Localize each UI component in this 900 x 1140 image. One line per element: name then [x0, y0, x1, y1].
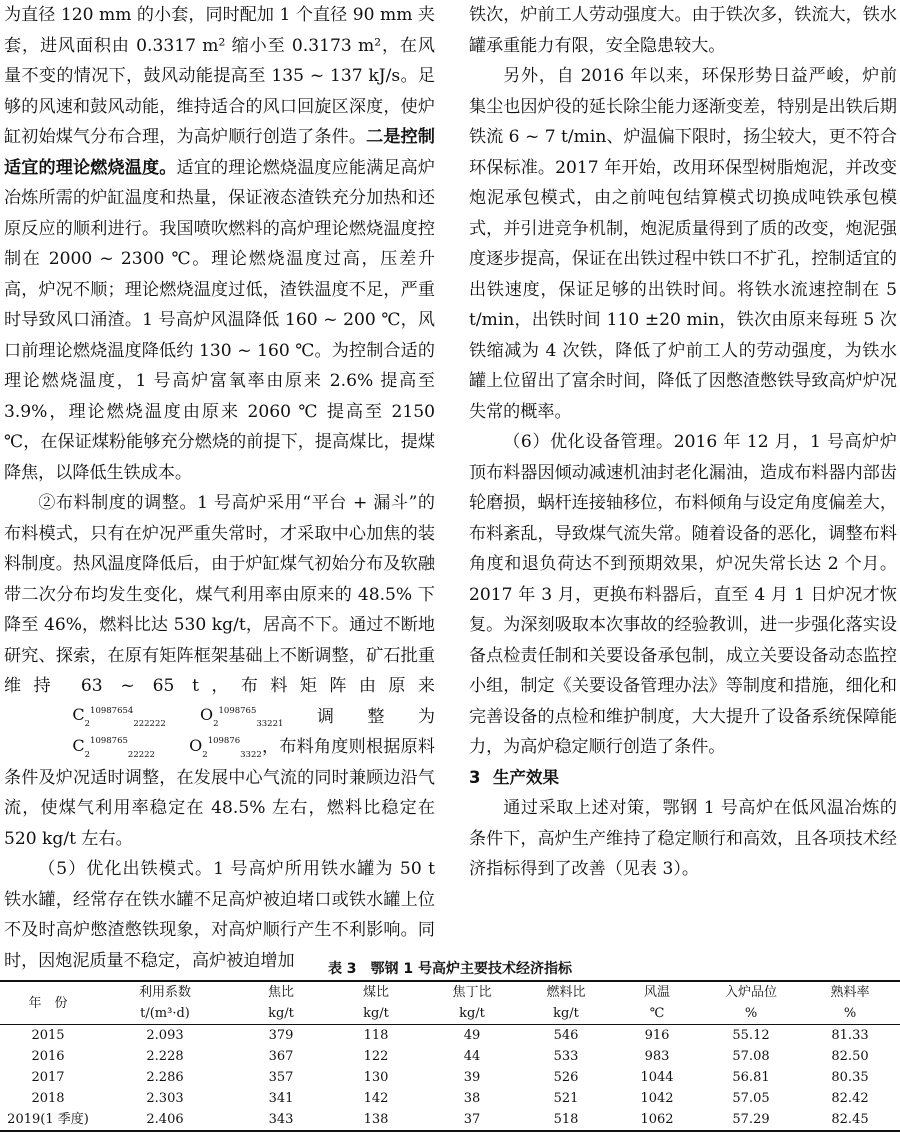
value-cell: 2.228 — [146, 1049, 184, 1064]
value-cell: 341 — [268, 1091, 294, 1106]
table-row — [0, 1109, 900, 1131]
col-unit: % — [800, 1003, 900, 1025]
col-unit: ℃ — [612, 1003, 702, 1025]
value-cell: 518 — [520, 1109, 612, 1131]
section-heading — [469, 763, 897, 794]
value-cell: 521 — [553, 1091, 579, 1106]
year-cell: 2019(1 季度) — [0, 1109, 96, 1131]
col-unit: kg/t — [328, 1003, 424, 1025]
value-cell: 2.303 — [146, 1091, 184, 1106]
paragraph-results: 通过采取上述对策，鄂钢 1 号高炉在低风温冶炼的条件下，高炉生产维持了稳定顺行和高效，且各项技术经济指标得到了改善（见表 3）。 — [469, 798, 897, 879]
col-header: 利用系数 — [96, 981, 234, 1003]
value-cell: 379 — [268, 1028, 294, 1043]
value-cell: 57.05 — [732, 1091, 770, 1106]
value-cell: 39 — [463, 1070, 481, 1085]
value-cell: 82.50 — [831, 1049, 869, 1064]
matrix-formula-old: $C_2^{10987654}_{222222}O_2^{1098765}_{33221}$ — [72, 705, 284, 730]
paragraph-text: 1 号高炉采用“平台 + 漏斗”的布料模式，只有在炉况严重失常时，才采取中心加焦的装料制度。热风温度降低后，由于炉缸煤气初始分布及软融带二次分布均发生变化，煤气利用率由原来的 48.5% 下降至 46%，燃料比达 530 kg/t，居高不下。通过不断地研究、探索，在原有矩阵框架基础上不断调整，矿石批重维持 63 ~ 65 t，布料矩阵由原来 — [4, 493, 435, 696]
paragraph-lead: （6）优化设备管理。 — [503, 432, 674, 452]
value-cell: 49 — [463, 1028, 481, 1043]
value-cell: 2.286 — [146, 1070, 184, 1085]
value-cell: 1062 — [612, 1109, 702, 1131]
col-header: 焦比 — [234, 981, 328, 1003]
col-header: 煤比 — [328, 981, 424, 1003]
table-unit-row — [0, 1003, 900, 1025]
year-cell: 2018 — [31, 1091, 65, 1106]
value-cell: 57.29 — [702, 1109, 800, 1131]
paragraph-text: 为直径 120 mm 的小套，同时配加 1 个直径 90 mm 夹套，进风面积由 0.3317 m² 缩小至 0.3173 m²，在风量不变的情况下，鼓风动能提高至 135 ~ 137 kJ/s。足够的风速和鼓风动能，维持适合的风口回旋区深度，使炉缸初始煤气分布合理，为高炉顺行创造了条件。 — [4, 5, 435, 147]
col-header: 燃料比 — [520, 981, 612, 1003]
value-cell: 357 — [268, 1070, 294, 1085]
col-unit: t/(m³·d) — [96, 1003, 234, 1025]
value-cell: 142 — [363, 1091, 389, 1106]
value-cell: 1042 — [640, 1091, 674, 1106]
year-cell: 2017 — [31, 1070, 65, 1085]
value-cell: 526 — [553, 1070, 579, 1085]
section-number: 3 — [469, 767, 481, 787]
section-title: 生产效果 — [493, 767, 559, 787]
col-header: 风温 — [612, 981, 702, 1003]
paragraph-text: 适宜的理论燃烧温度应能满足高炉冶炼所需的炉缸温度和热量，保证液态渣铁充分加热和还原反应的顺利进行。我国喷吹燃料的高炉理论燃烧温度控制在 2000 ~ 2300 ℃。理论燃烧温度过高，压差升高，炉况不顺；理论燃烧温度过低，渣铁温度不足，严重时导致风口涌渣。1 号高炉风温降低 160 ~ 200 ℃，风口前理论燃烧温度降低约 130 ~ 160 ℃。为控制合适的理论燃烧温度，1 号高炉富氧率由原来 2.6% 提高至 3.9%，理论燃烧温度由原来 2060 ℃ 提高至 2150 ℃，在保证煤粉能够充分燃烧的前提下，提高煤比，提煤降焦，以降低生铁成本。 — [4, 157, 436, 483]
value-cell: 37 — [424, 1109, 520, 1131]
table-body — [0, 1025, 900, 1132]
table-row — [0, 1025, 900, 1047]
value-cell: 55.12 — [732, 1028, 770, 1043]
paragraph-lead: （5）优化出铁模式。 — [38, 859, 214, 879]
bold-lead-combustion: 二是控制适宜的理论燃烧温度。 — [4, 127, 436, 178]
col-unit: kg/t — [520, 1003, 612, 1025]
value-cell: 118 — [363, 1028, 389, 1043]
value-cell: 44 — [463, 1049, 481, 1064]
paragraph-tapping-continued: 铁次，炉前工人劳动强度大。由于铁次多，铁流大，铁水罐承重能力有限，安全隐患较大。 — [469, 5, 897, 56]
table-header-row — [0, 981, 900, 1003]
value-cell: 546 — [553, 1028, 579, 1043]
matrix-formula-new: $C_2^{1098765}_{22222}O_2^{109876}_{3322}$ — [72, 735, 262, 760]
year-cell: 2015 — [31, 1028, 65, 1043]
col-header-year: 年 份 — [0, 981, 96, 1025]
table-row — [0, 1046, 900, 1067]
paragraph-lead: ②布料制度的调整。 — [38, 493, 198, 513]
value-cell: 130 — [363, 1070, 389, 1085]
col-unit: kg/t — [424, 1003, 520, 1025]
value-cell: 56.81 — [732, 1070, 770, 1085]
col-header: 入炉品位 — [702, 981, 800, 1003]
table-caption: 表 3 鄂钢 1 号高炉主要技术经济指标 — [327, 961, 573, 977]
value-cell: 138 — [328, 1109, 424, 1131]
right-column — [469, 0, 897, 885]
paragraph-environment: 另外，自 2016 年以来，环保形势日益严峻，炉前集尘也因炉役的延长除尘能力逐渐变差，特别是出铁后期铁流 6 ~ 7 t/min、炉温偏下限时，扬尘较大，更不符合环保标准。2017 年开始，改用环保型树脂炮泥，并改变炮泥承包模式，由之前吨包结算模式切换成吨铁承包模式，并引进竞争机制，炮泥质量得到了质的改变，炮泥强度逐步提高，保证在出铁过程中铁口不扩孔，控制适宜的出铁速度，保证足够的出铁时间。将铁水流速控制在 5 t/min，出铁时间 110 ±20 min，铁次由原来每班 5 次铁缩减为 4 次铁，降低了炉前工人的劳动强度，为铁水罐上位留出了富余时间，降低了因憋渣憋铁导致高炉炉况失常的概率。 — [469, 66, 897, 422]
table-row — [0, 1067, 900, 1088]
value-cell: 82.42 — [831, 1091, 869, 1106]
value-cell: 367 — [268, 1049, 294, 1064]
value-cell: 2.406 — [96, 1109, 234, 1131]
paragraph-text: 1 号高炉所用铁水罐为 50 t 铁水罐，经常存在铁水罐不足高炉被迫堵口或铁水罐上位不及时高炉憋渣憋铁现象，对高炉顺行产生不利影响。同时，因炮泥质量不稳定，高炉被迫增加 — [4, 859, 436, 971]
paragraph-text: 2016 年 12 月，1 号高炉炉顶布料器因倾动减速机油封老化漏油，造成布料器内部齿轮磨损，蜗杆连接轴移位，布料倾角与设定角度偏差大，布料紊乱，导致煤气流失常。随着设备的恶化，调整布料角度和退负荷达不到预期效果，炉况失常长达 2 个月。2017 年 3 月，更换布料器后，直至 4 月 1 日炉况才恢复。为深刻吸取本次事故的经验教训，进一步强化落实设备点检责任制和关要设备承包制，成立关要设备动态监控小组，制定《关要设备管理办法》等制度和措施，细化和完善设备的点检和维护制度，大大提升了设备系统保障能力，为高炉稳定顺行创造了条件。 — [469, 432, 897, 757]
col-header: 熟料率 — [800, 981, 900, 1003]
paragraph-text: ，布料角度则根据原料条件及炉况适时调整，在发展中心气流的同时兼顾边沿气流，使煤气利用率稳定在 48.5% 左右，燃料比稳定在 520 kg/t 左右。 — [4, 737, 435, 849]
value-cell: 122 — [363, 1049, 389, 1064]
left-column — [4, 0, 435, 976]
paragraph-text: 调整为 — [283, 706, 435, 727]
value-cell: 81.33 — [831, 1028, 869, 1043]
value-cell: 533 — [553, 1049, 579, 1064]
paragraph-equipment — [469, 427, 897, 763]
value-cell: 2.093 — [146, 1028, 184, 1043]
paragraph-burden-distribution — [4, 488, 435, 854]
value-cell: 80.35 — [831, 1070, 869, 1085]
table-row — [0, 1088, 900, 1109]
value-cell: 916 — [644, 1028, 670, 1043]
indicator-table — [0, 980, 900, 1132]
value-cell: 983 — [644, 1049, 670, 1064]
value-cell: 82.45 — [800, 1109, 900, 1131]
value-cell: 57.08 — [732, 1049, 770, 1064]
col-header: 焦丁比 — [424, 981, 520, 1003]
value-cell: 38 — [463, 1091, 481, 1106]
col-unit: kg/t — [234, 1003, 328, 1025]
paragraph-tuyere-area — [4, 0, 435, 488]
col-unit: % — [702, 1003, 800, 1025]
value-cell: 343 — [234, 1109, 328, 1131]
year-cell: 2016 — [31, 1049, 65, 1064]
table-3 — [0, 958, 900, 1132]
value-cell: 1044 — [640, 1070, 674, 1085]
